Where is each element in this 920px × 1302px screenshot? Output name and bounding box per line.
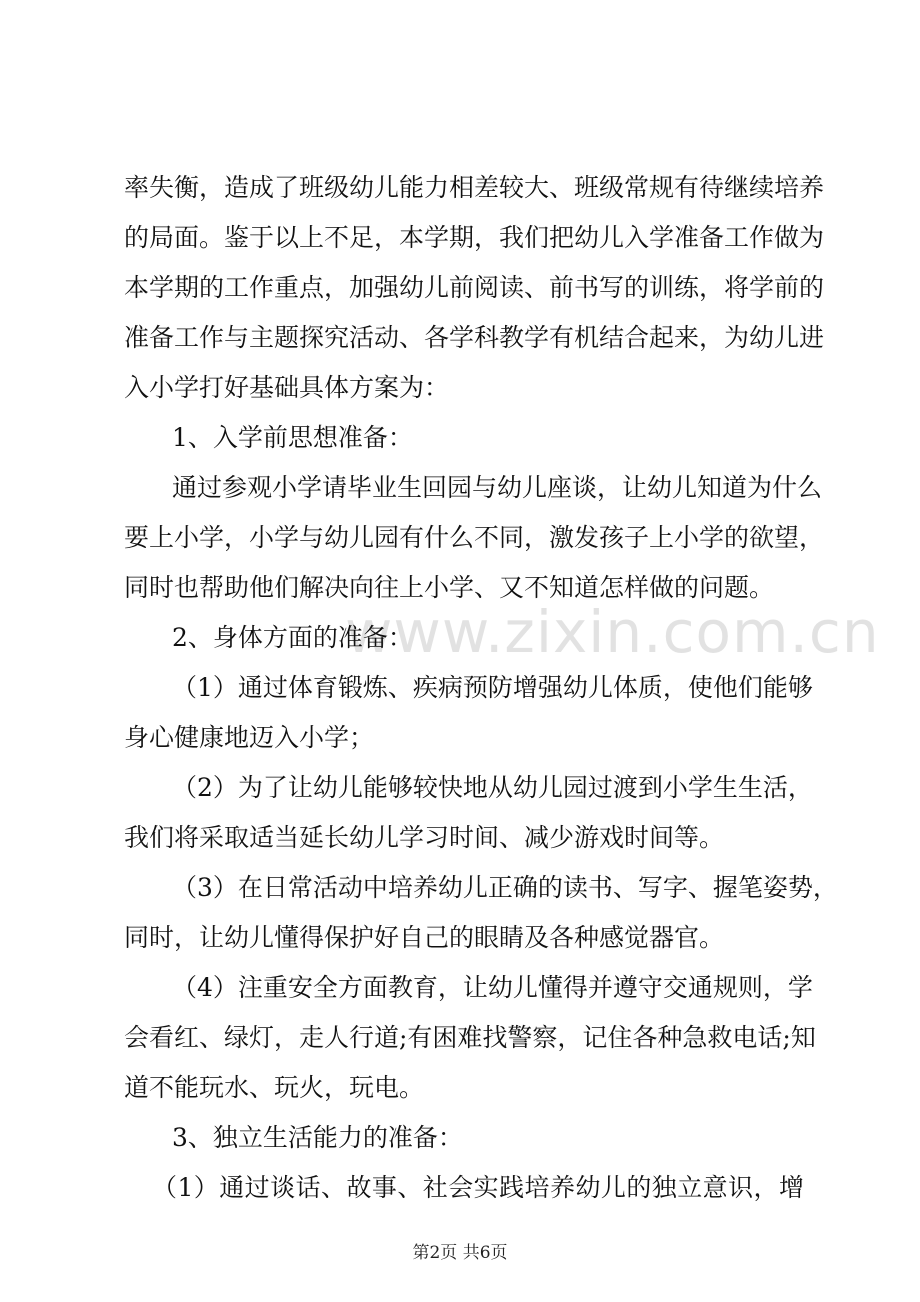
text-line: 入小学打好基础具体方案为： [124, 373, 450, 402]
text-line: 同时也帮助他们解决向往上小学、又不知道怎样做的问题。 [124, 573, 775, 602]
page-number-footer: 第2页 共6页 [412, 1243, 508, 1263]
text-line: （2）为了让幼儿能够较快地从幼儿园过渡到小学生生活， [172, 773, 813, 802]
text-line: 会看红、绿灯，走人行道;有困难找警察，记住各种急救电话;知 [124, 1023, 816, 1052]
text-line: （1）通过谈话、故事、社会实践培养幼儿的独立意识，增 [152, 1173, 804, 1202]
text-line: 我们将采取适当延长幼儿学习时间、减少游戏时间等。 [124, 823, 725, 852]
text-line: 同时，让幼儿懂得保护好自己的眼睛及各种感觉器官。 [124, 923, 725, 952]
text-line: 要上小学，小学与幼儿园有什么不同，激发孩子上小学的欲望， [124, 523, 825, 552]
text-line: 身心健康地迈入小学； [124, 723, 375, 752]
text-line: （1）通过体育锻炼、疾病预防增强幼儿体质，使他们能够 [172, 673, 813, 702]
text-line: （4）注重安全方面教育，让幼儿懂得并遵守交通规则，学 [172, 973, 813, 1002]
text-line: 道不能玩水、玩火，玩电。 [124, 1073, 425, 1102]
text-line: （3）在日常活动中培养幼儿正确的读书、写字、握笔姿势， [172, 873, 838, 902]
text-line: 通过参观小学请毕业生回园与幼儿座谈，让幼儿知道为什么 [172, 473, 823, 502]
watermark: www.zixin.com.cn [345, 598, 880, 666]
section-heading: 1、入学前思想准备： [172, 423, 413, 452]
text-line: 的局面。鉴于以上不足，本学期，我们把幼儿入学准备工作做为 [124, 223, 825, 252]
text-line: 率失衡，造成了班级幼儿能力相差较大、班级常规有待继续培养 [124, 173, 825, 202]
text-line: 准备工作与主题探究活动、各学科教学有机结合起来，为幼儿进 [124, 323, 825, 352]
text-line: 本学期的工作重点，加强幼儿前阅读、前书写的训练，将学前的 [124, 273, 825, 302]
section-heading: 3、独立生活能力的准备： [172, 1123, 463, 1152]
section-heading: 2、身体方面的准备： [172, 623, 413, 652]
